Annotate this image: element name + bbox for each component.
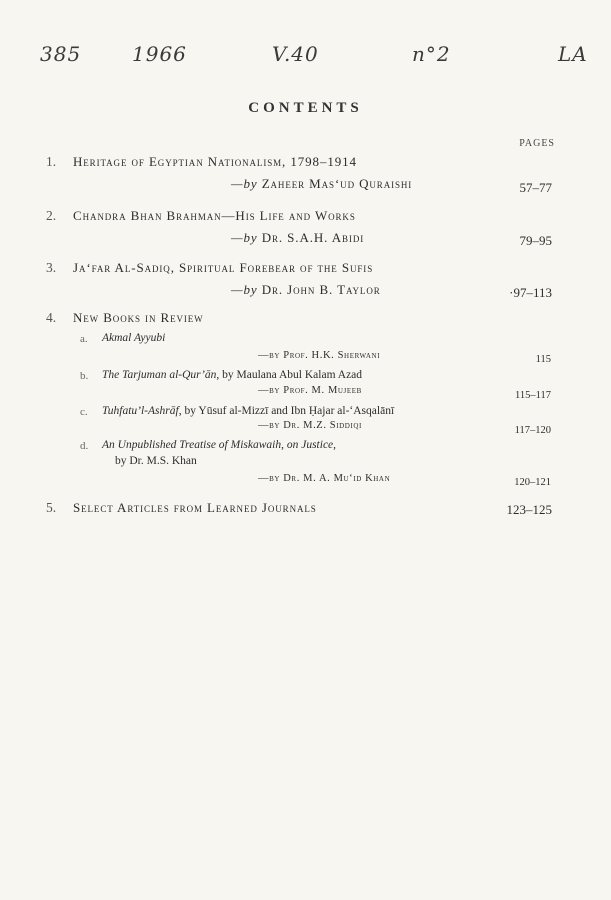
entry-author: Zaheer Mas‘ud Quraishi bbox=[261, 176, 413, 191]
review-byline: —by Prof. M. Mujeeb bbox=[258, 385, 362, 396]
entry-number: 2. bbox=[46, 208, 57, 223]
entry-title: New Books in Review bbox=[73, 310, 204, 325]
entry-number: 5. bbox=[46, 500, 57, 515]
review-byline: —by Dr. M. A. Mu‘id Khan bbox=[258, 473, 391, 484]
pages-column-label: PAGES bbox=[519, 138, 555, 149]
review-pages: 115 bbox=[535, 354, 551, 365]
review-pages: 117–120 bbox=[514, 425, 551, 436]
handwritten-note-2: 1966 bbox=[132, 42, 187, 66]
review-title-italic: Akmal Ayyubi bbox=[102, 332, 166, 344]
review-byline: —by Dr. M.Z. Siddiqi bbox=[258, 420, 362, 431]
entry-byline bbox=[231, 282, 381, 298]
entry-pages: 79–95 bbox=[519, 233, 552, 248]
entry-number: 1. bbox=[46, 154, 57, 169]
review-title-italic: An Unpublished Treatise of Miskawaih, on Justice, bbox=[102, 439, 337, 451]
review-title bbox=[102, 439, 336, 451]
handwritten-note-4: n°2 bbox=[412, 42, 451, 66]
entry-title: Chandra Bhan Brahman—His Life and Works bbox=[73, 208, 356, 223]
review-title-rest: , by Maulana Abul Kalam Azad bbox=[216, 369, 363, 381]
entry-pages: 123–125 bbox=[506, 502, 552, 517]
review-pages: 115–117 bbox=[515, 390, 551, 401]
review-letter: b. bbox=[80, 370, 89, 382]
review-letter: d. bbox=[80, 440, 89, 452]
entry-pages: ·97–113 bbox=[509, 285, 552, 300]
review-title-line2: by Dr. M.S. Khan bbox=[115, 455, 197, 467]
review-title bbox=[102, 405, 394, 417]
review-letter: c. bbox=[80, 406, 88, 418]
entry-byline bbox=[231, 176, 412, 192]
entry-pages: 57–77 bbox=[519, 180, 552, 195]
handwritten-note-3: V.40 bbox=[272, 42, 319, 66]
review-title bbox=[102, 332, 165, 344]
entry-title: Select Articles from Learned Journals bbox=[73, 500, 317, 515]
entry-author: Dr. John B. Taylor bbox=[261, 282, 381, 297]
by-prefix: —by bbox=[231, 282, 258, 297]
review-title bbox=[102, 369, 362, 381]
handwritten-note-5: LA bbox=[558, 42, 588, 66]
entry-number: 3. bbox=[46, 260, 57, 275]
handwritten-note-1: 385 bbox=[40, 42, 82, 66]
page-title: CONTENTS bbox=[248, 100, 363, 116]
review-title-italic: Tuhfatu’l-Ashrāf bbox=[102, 405, 179, 417]
review-title-rest: , by Yūsuf al-Mizzī and Ibn Ḥajar al-‘Asqalānī bbox=[178, 405, 395, 417]
review-title-italic: The Tarjuman al-Qur’ān bbox=[102, 369, 217, 381]
entry-author: Dr. S.A.H. Abidi bbox=[261, 230, 365, 245]
entry-byline bbox=[231, 230, 364, 246]
review-pages: 120–121 bbox=[514, 477, 551, 488]
review-byline: —by Prof. H.K. Sherwani bbox=[258, 350, 381, 361]
by-prefix: —by bbox=[231, 230, 258, 245]
entry-title: Ja‘far Al-Sadiq, Spiritual Forebear of the Sufis bbox=[73, 260, 374, 275]
by-prefix: —by bbox=[231, 176, 258, 191]
review-letter: a. bbox=[80, 333, 88, 345]
entry-number: 4. bbox=[46, 310, 57, 325]
entry-title: Heritage of Egyptian Nationalism, 1798–1914 bbox=[73, 154, 357, 169]
